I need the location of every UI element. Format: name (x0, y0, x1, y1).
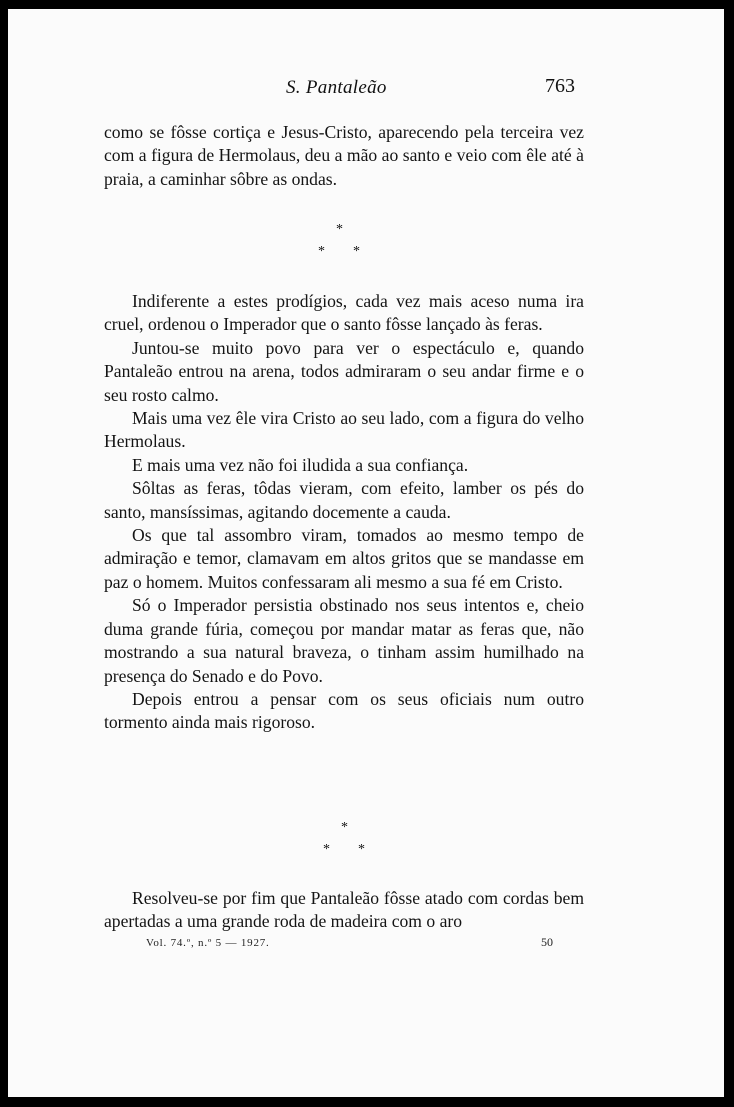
asterisk-icon: * (318, 244, 325, 259)
printer-signature (8, 935, 724, 955)
asterisk-icon: * (323, 842, 330, 857)
page-number: 763 (545, 75, 575, 97)
text-block-opening (104, 121, 584, 191)
paragraph: Só o Imperador persistia obstinado nos seus intentos e, cheio duma grande fúria, começou por mandar matar as feras que, não mostrando a sua natural braveza, o tinham assim humilhado na presença do Senado e do Povo. (104, 595, 584, 686)
asterism-ornament (8, 820, 724, 864)
asterisk-icon: * (353, 244, 360, 259)
paragraph: Mais uma vez êle vira Cristo ao seu lado, com a figura do velho Hermolaus. (104, 408, 584, 452)
paragraph: E mais uma vez não foi iludida a sua confiança. (132, 454, 469, 475)
volume-signature: Vol. 74.º, n.º 5 — 1927. (146, 937, 270, 949)
paragraph: Juntou-se muito povo para ver o espectáculo e, quando Pantaleão entrou na arena, todos admiraram o seu andar firme e o seu rosto calmo. (104, 337, 584, 405)
asterisk-icon: * (341, 820, 348, 835)
paragraph: Os que tal assombro viram, tomados ao mesmo tempo de admiração e temor, clamavam em altos gritos que se mandasse em paz o homem. Muitos confessaram ali mesmo a sua fé em Cristo. (104, 525, 584, 592)
book-page (8, 9, 724, 1097)
paragraph: Indiferente a estes prodígios, cada vez mais aceso numa ira cruel, ordenou o Imperador que o santo fôsse lançado às feras. (104, 291, 584, 335)
text-block-main (104, 290, 584, 735)
asterism-ornament (8, 222, 724, 266)
gathering-number: 50 (541, 935, 553, 949)
page-header (8, 75, 724, 105)
asterisk-icon: * (336, 222, 343, 237)
running-title: S. Pantaleão (286, 77, 387, 98)
paragraph: Sôltas as feras, tôdas vieram, com efeito, lamber os pés do santo, mansíssimas, agitando docemente a cauda. (104, 478, 584, 522)
paragraph: Depois entrou a pensar com os seus oficiais num outro tormento ainda mais rigoroso. (104, 688, 584, 733)
paragraph: Resolveu-se por fim que Pantaleão fôsse atado com cordas bem apertadas a uma grande roda de madeira com o aro (104, 888, 584, 932)
text-block-closing (104, 887, 584, 934)
paragraph: como se fôsse cortiça e Jesus-Cristo, aparecendo pela terceira vez com a figura de Hermolaus, deu a mão ao santo e veio com êle até à praia, a caminhar sôbre as ondas. (104, 122, 584, 189)
asterisk-icon: * (358, 842, 365, 857)
